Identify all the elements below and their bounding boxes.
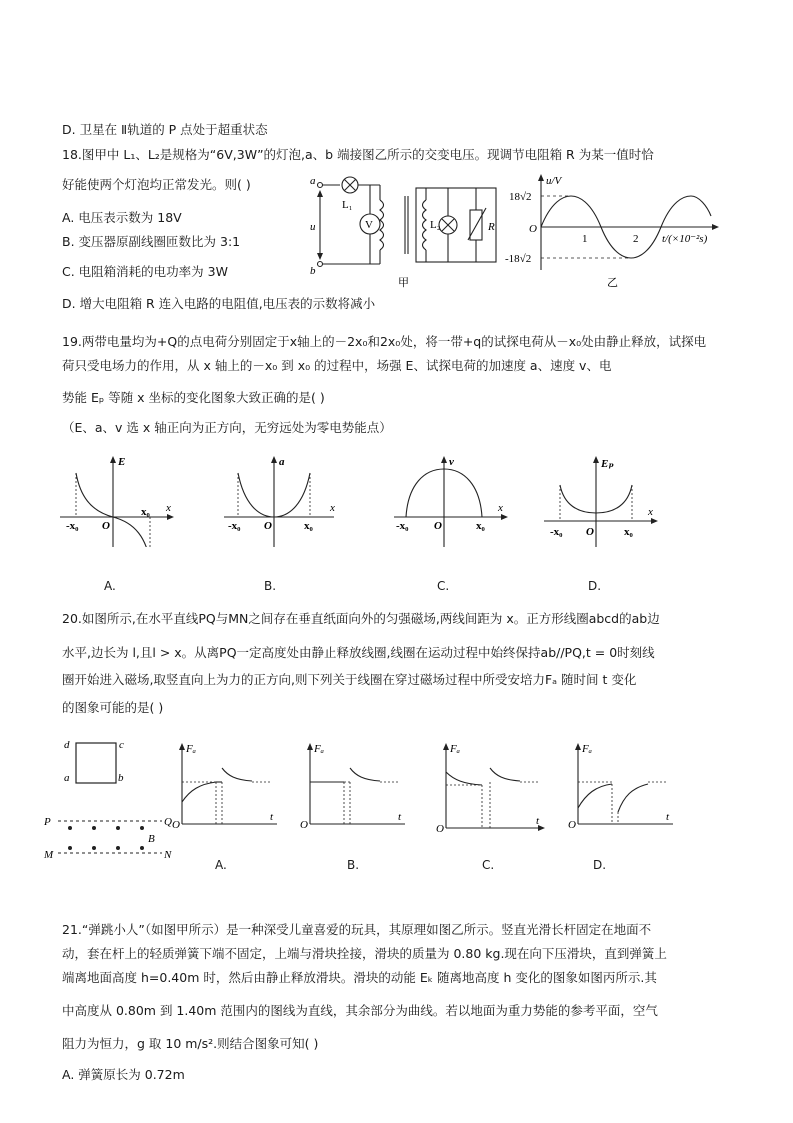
q20-graph-b xyxy=(300,742,418,832)
figure-jia-caption: 甲 xyxy=(398,277,409,289)
q19-graph-d xyxy=(542,455,660,550)
field-b-label: B xyxy=(148,833,155,845)
q18-option-d: D. 增大电阻箱 R 连入电路的电阻值,电压表的示数将减小 xyxy=(62,296,376,311)
q19a-neg-x0: -x₀ xyxy=(66,520,79,532)
q19a-origin: O xyxy=(102,520,110,532)
q20c-origin: O xyxy=(436,823,444,835)
coil-a-label: a xyxy=(64,772,70,784)
q19b-pos-x0: x₀ xyxy=(304,520,313,532)
q20-option-b-label: B. xyxy=(347,858,360,872)
q19d-origin: O xyxy=(586,526,594,538)
coil-d-label: d xyxy=(64,739,70,751)
q21-stem-line1: 21.“弹跳小人”（如图甲所示）是一种深受儿童喜爱的玩具，其原理如图乙所示。竖直光滑长杆固定在地面不 xyxy=(62,922,652,937)
resistor-r-label: R xyxy=(488,221,495,233)
ytick-top: 18√2 xyxy=(509,191,532,203)
xtick-1: 1 xyxy=(582,233,588,245)
q20-stem-line3: 圈开始进入磁场,取竖直向上为力的正方向,则下列关于线圈在穿过磁场过程中所受安培力Fₐ 随时间 t 变化 xyxy=(62,672,637,687)
q19c-pos-x0: x₀ xyxy=(476,520,485,532)
q20-option-c-label: C. xyxy=(482,858,495,872)
q20d-x-axis: t xyxy=(666,811,670,823)
lamp-l1-label: L₁ xyxy=(342,199,353,211)
terminal-b-label: b xyxy=(310,265,316,277)
q21-stem-line4: 中高度从 0.80m 到 1.40m 范围内的图线为直线，其余部分为曲线。若以地面为重力势能的参考平面，空气 xyxy=(62,1003,658,1018)
q18-sine-graph xyxy=(505,172,730,290)
q20d-origin: O xyxy=(568,819,576,831)
origin-label: O xyxy=(529,223,537,235)
q19b-x-axis: x xyxy=(330,502,335,514)
q20-graph-a xyxy=(172,742,290,832)
q20-stem-line1: 20.如图所示,在水平直线PQ与MN之间存在垂直纸面向外的匀强磁场,两线间距为 x。正方形线圈abcd的ab边 xyxy=(62,611,660,626)
q20c-y-axis: Fₐ xyxy=(450,743,460,755)
q20-graph-c xyxy=(436,742,554,837)
q19a-y-axis: E xyxy=(118,456,126,468)
q19a-pos-x0: x₀ xyxy=(141,506,150,518)
q19-graph-c xyxy=(392,455,510,550)
lamp-l2-label: L₂ xyxy=(430,219,441,231)
q19-option-b-label: B. xyxy=(264,579,277,593)
u-axis-label: u/V xyxy=(546,175,562,187)
q20-coil-field-figure xyxy=(44,735,174,865)
q20-stem-line2: 水平,边长为 l,且l > x。从离PQ一定高度处由静止释放线圈,线圈在运动过程中始终保持ab//PQ,t = 0时刻线 xyxy=(62,645,655,660)
q19c-neg-x0: -x₀ xyxy=(396,520,409,532)
q19d-x-axis: x xyxy=(648,506,653,518)
q18-stem-line2: 好能使两个灯泡均正常发光。则( ) xyxy=(62,177,251,192)
q21-stem-line3: 端离地面高度 h=0.40m 时，然后由静止释放滑块。滑块的动能 Eₖ 随离地高度 h 变化的图象如图丙所示.其 xyxy=(62,970,657,985)
q19d-pos-x0: x₀ xyxy=(624,526,633,538)
q20b-y-axis: Fₐ xyxy=(314,743,324,755)
xtick-2: 2 xyxy=(633,233,639,245)
q18-stem-line1: 18.图甲中 L₁、L₂是规格为“6V,3W”的灯泡,a、b 端接图乙所示的交变电压。现调节电阻箱 R 为某一值时恰 xyxy=(62,147,654,162)
terminal-a-label: a xyxy=(310,175,316,187)
q17-option-d: D. 卫星在 Ⅱ轨道的 P 点处于超重状态 xyxy=(62,122,268,137)
q20b-x-axis: t xyxy=(398,811,402,823)
coil-c-label: c xyxy=(119,739,124,751)
q21-stem-line5: 阻力为恒力，g 取 10 m/s².则结合图象可知( ) xyxy=(62,1036,319,1051)
q19-graph-b xyxy=(222,455,340,550)
q19c-origin: O xyxy=(434,520,442,532)
q19-graph-a xyxy=(58,455,176,550)
q19-option-d-label: D. xyxy=(588,579,602,593)
q18-option-a: A. 电压表示数为 18V xyxy=(62,210,182,225)
q18-option-c: C. 电阻箱消耗的电功率为 3W xyxy=(62,264,228,279)
q19-stem-line1: 19.两带电量均为+Q的点电荷分别固定于x轴上的－2x₀和2x₀处，将一带+q的试探电荷从－x₀处由静止释放，试探电 xyxy=(62,334,707,349)
voltage-u-label: u xyxy=(310,221,316,233)
q20-option-a-label: A. xyxy=(215,858,227,872)
q20-stem-line4: 的图象可能的是( ) xyxy=(62,700,164,715)
square-coil xyxy=(76,743,116,783)
q19-stem-line3: 势能 Eₚ 等随 x 坐标的变化图象大致正确的是( ) xyxy=(62,390,325,405)
coil-b-label: b xyxy=(118,772,124,784)
q21-stem-line2: 动，套在杆上的轻质弹簧下端不固定，上端与滑块拴接，滑块的质量为 0.80 kg.现在向下压滑块，直到弹簧上 xyxy=(62,946,667,961)
line-q-label: Q xyxy=(164,816,172,828)
q18-option-b: B. 变压器原副线圈匝数比为 3:1 xyxy=(62,234,241,249)
q19-option-c-label: C. xyxy=(437,579,450,593)
q19d-neg-x0: -x₀ xyxy=(550,526,563,538)
q20b-origin: O xyxy=(300,819,308,831)
t-axis-label: t/(×10⁻²s) xyxy=(662,233,708,245)
line-p-label: P xyxy=(44,816,51,828)
q20-option-d-label: D. xyxy=(593,858,607,872)
q21-option-a: A. 弹簧原长为 0.72m xyxy=(62,1067,185,1082)
q19b-y-axis: a xyxy=(279,456,285,468)
q19a-x-axis: x xyxy=(166,502,171,514)
figure-yi-caption: 乙 xyxy=(607,277,618,289)
q19c-y-axis: v xyxy=(449,456,454,468)
q19d-y-axis: Eₚ xyxy=(601,458,614,470)
line-m-label: M xyxy=(44,849,54,861)
voltmeter-label: V xyxy=(365,219,373,231)
q19-stem-line2: 荷只受电场力的作用，从 x 轴上的－x₀ 到 x₀ 的过程中，场强 E、试探电荷的加速度 a、速度 v、电 xyxy=(62,358,612,373)
q19b-neg-x0: -x₀ xyxy=(228,520,241,532)
q20a-y-axis: Fₐ xyxy=(186,743,196,755)
q20a-origin: O xyxy=(172,819,180,831)
ytick-bottom: -18√2 xyxy=(505,253,532,265)
line-n-label: N xyxy=(164,849,172,861)
q19-option-a-label: A. xyxy=(104,579,116,593)
q20c-x-axis: t xyxy=(536,815,540,827)
q20a-x-axis: t xyxy=(270,811,274,823)
q20-graph-d xyxy=(568,742,686,832)
q18-circuit-figure xyxy=(308,170,518,290)
q19b-origin: O xyxy=(264,520,272,532)
q19c-x-axis: x xyxy=(498,502,503,514)
q19-note: （E、a、v 选 x 轴正向为正方向，无穷远处为零电势能点） xyxy=(62,420,392,435)
q20d-y-axis: Fₐ xyxy=(582,743,592,755)
